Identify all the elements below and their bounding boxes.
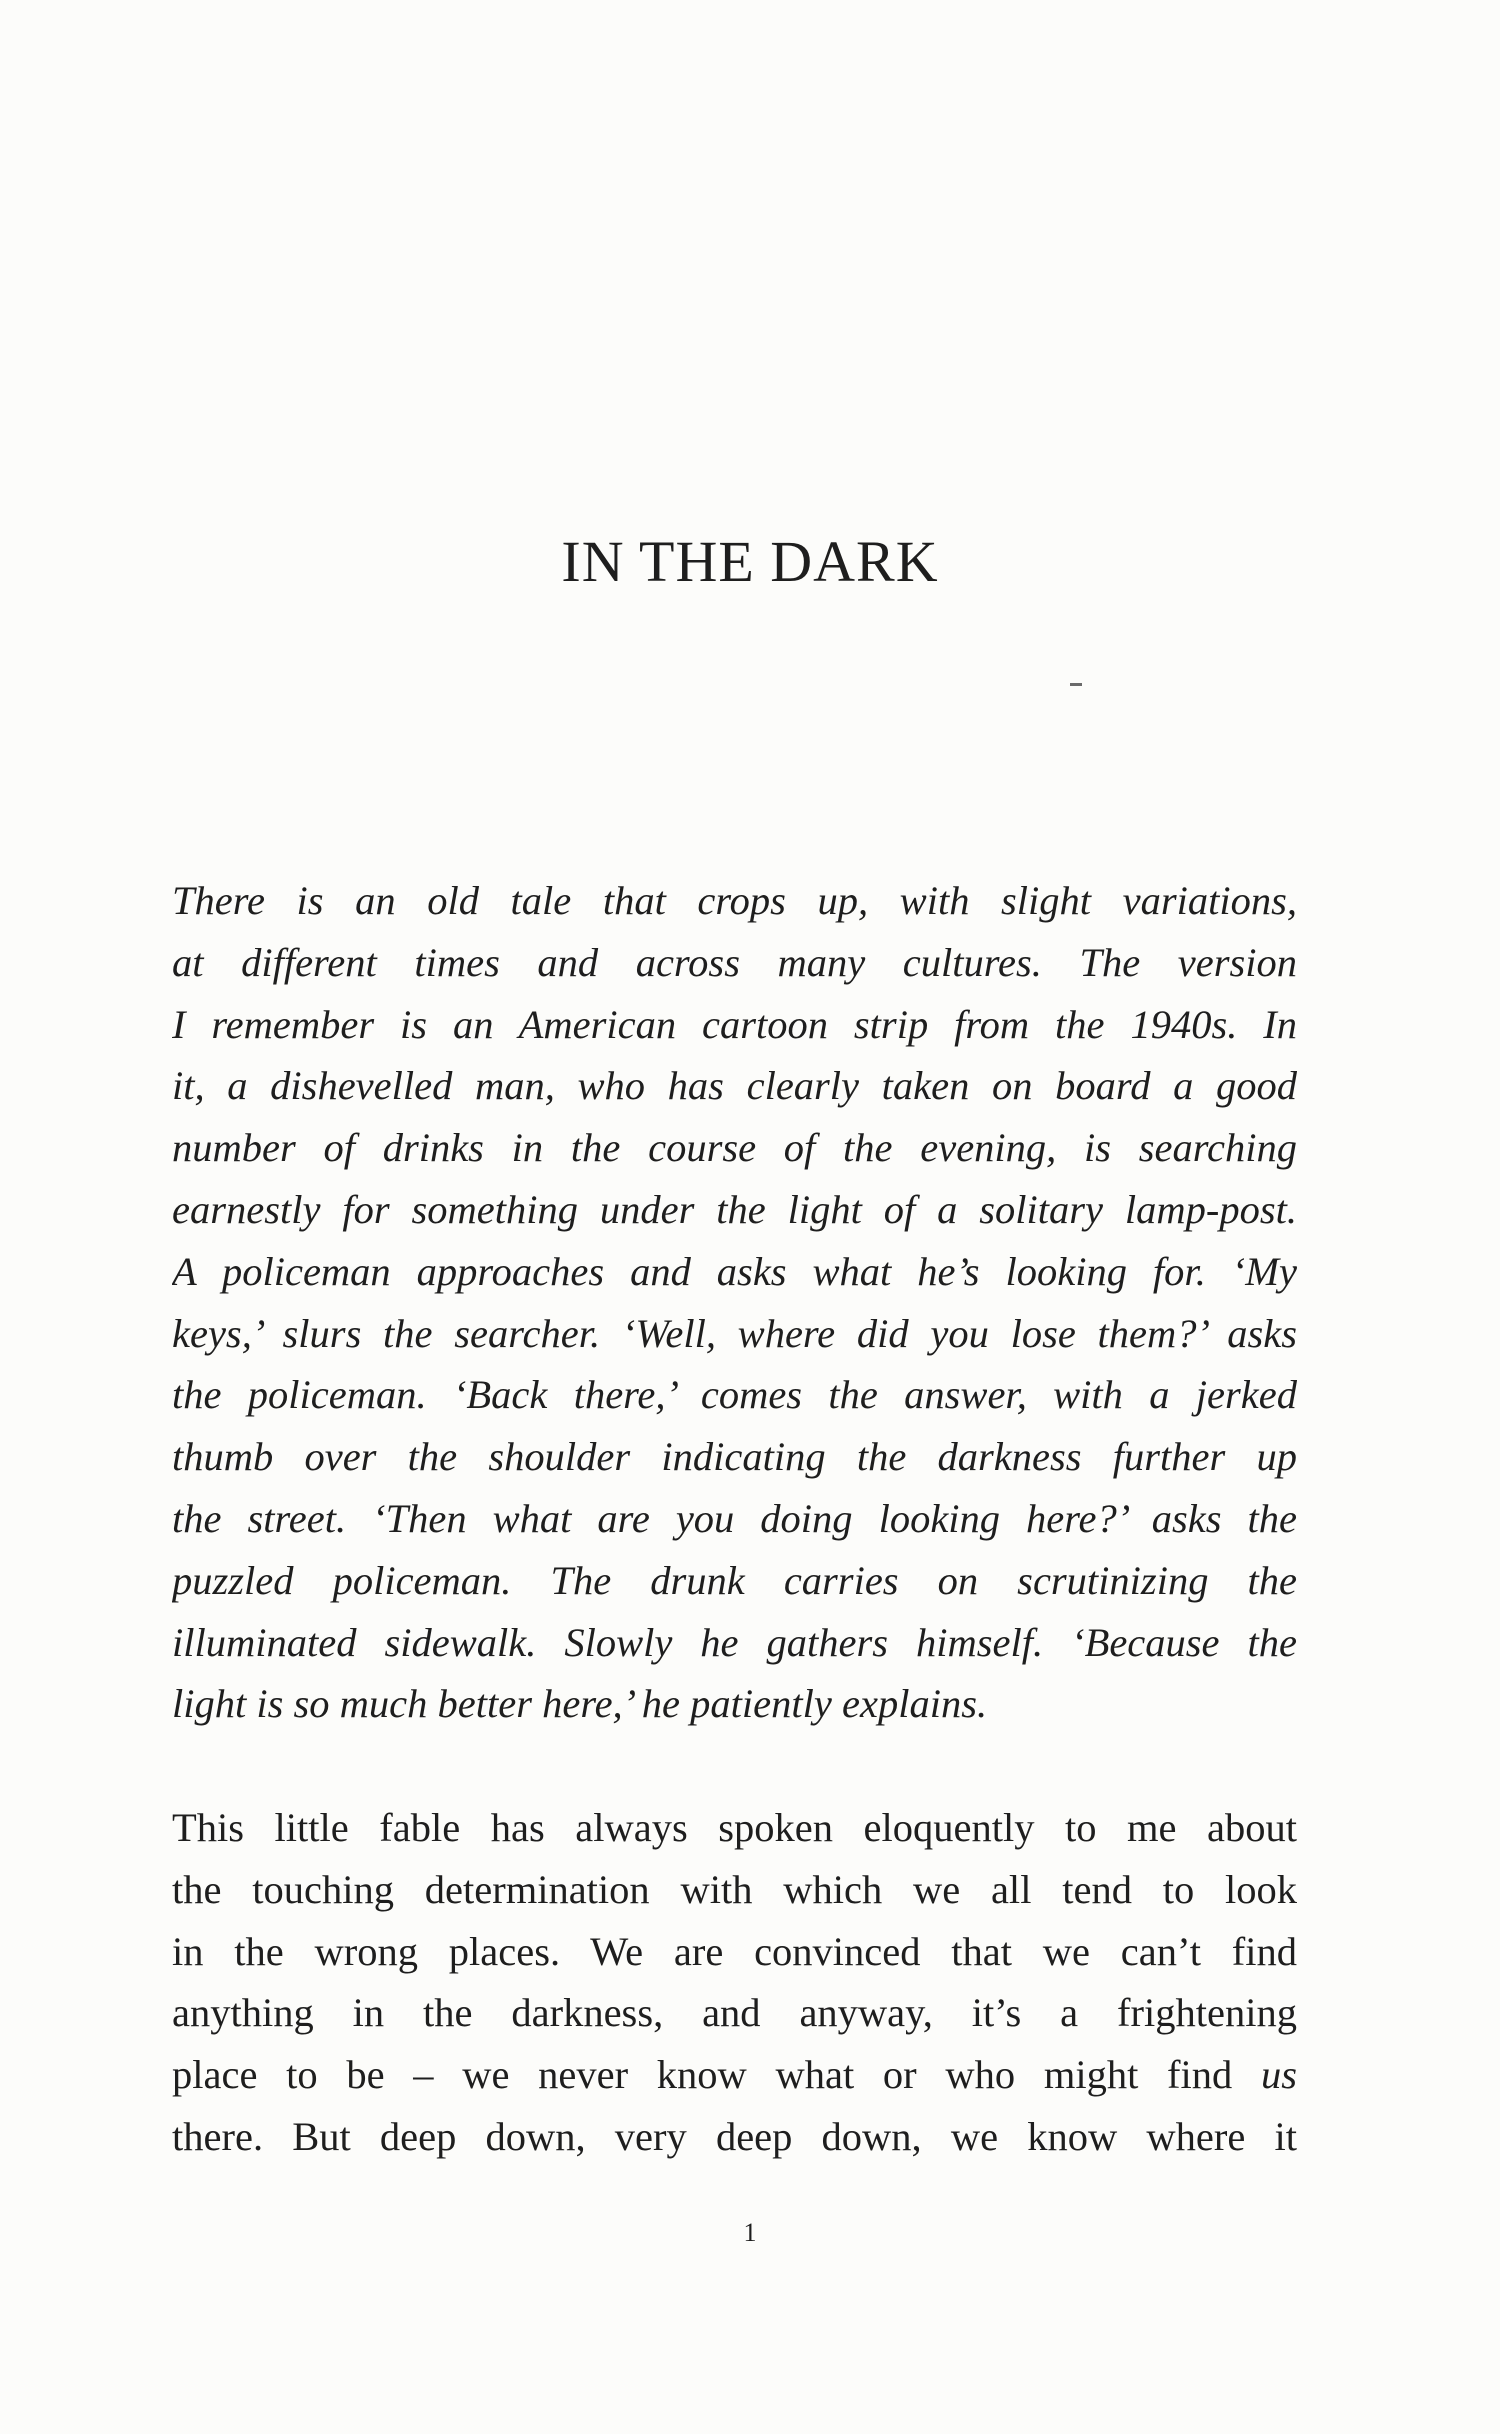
page-number: 1	[743, 2218, 757, 2247]
epigraph-paragraph	[172, 870, 1297, 1735]
epigraph-line: A policeman approaches and asks what he’s looking for. ‘My	[172, 1248, 1297, 1294]
epigraph-line: earnestly for something under the light of a solitary lamp-post.	[172, 1186, 1297, 1232]
epigraph-line: number of drinks in the course of the evening, is searching	[172, 1125, 1297, 1171]
epigraph-line: thumb over the shoulder indicating the darkness further up	[172, 1434, 1297, 1480]
epigraph-line: I remember is an American cartoon strip from the 1940s. In	[172, 1001, 1297, 1047]
epigraph-line: keys,’ slurs the searcher. ‘Well, where did you lose them?’ asks	[172, 1310, 1297, 1356]
epigraph-line: it, a dishevelled man, who has clearly taken on board a good	[172, 1063, 1297, 1109]
body-line: in the wrong places. We are convinced that we can’t find	[172, 1928, 1297, 1974]
body-line: anything in the darkness, and anyway, it’s a frightening	[172, 1990, 1297, 2036]
chapter-title: IN THE DARK	[561, 529, 939, 594]
body-line: there. But deep down, very deep down, we know where it	[172, 2113, 1297, 2159]
epigraph-line: the street. ‘Then what are you doing looking here?’ asks the	[172, 1495, 1297, 1541]
epigraph-line: the policeman. ‘Back there,’ comes the answer, with a jerked	[172, 1372, 1297, 1418]
epigraph-line: illuminated sidewalk. Slowly he gathers himself. ‘Because the	[172, 1619, 1297, 1665]
epigraph-line: puzzled policeman. The drunk carries on scrutinizing the	[172, 1557, 1297, 1603]
epigraph-line: There is an old tale that crops up, with slight variations,	[172, 878, 1297, 923]
emphasis-word: us	[1260, 2052, 1297, 2098]
body-line: This little fable has always spoken eloquently to me about	[172, 1805, 1297, 1850]
body-line-text: place to be – we never know what or who might find	[172, 2052, 1261, 2098]
body-line	[172, 2044, 1297, 2106]
body-line: the touching determination with which we all tend to look	[172, 1866, 1297, 1912]
body-paragraph	[172, 1797, 1297, 2168]
epigraph-line: at different times and across many cultures. The version	[172, 939, 1297, 985]
epigraph-line: light is so much better here,’ he patiently explains.	[172, 1681, 988, 1727]
print-speck	[1070, 683, 1082, 686]
